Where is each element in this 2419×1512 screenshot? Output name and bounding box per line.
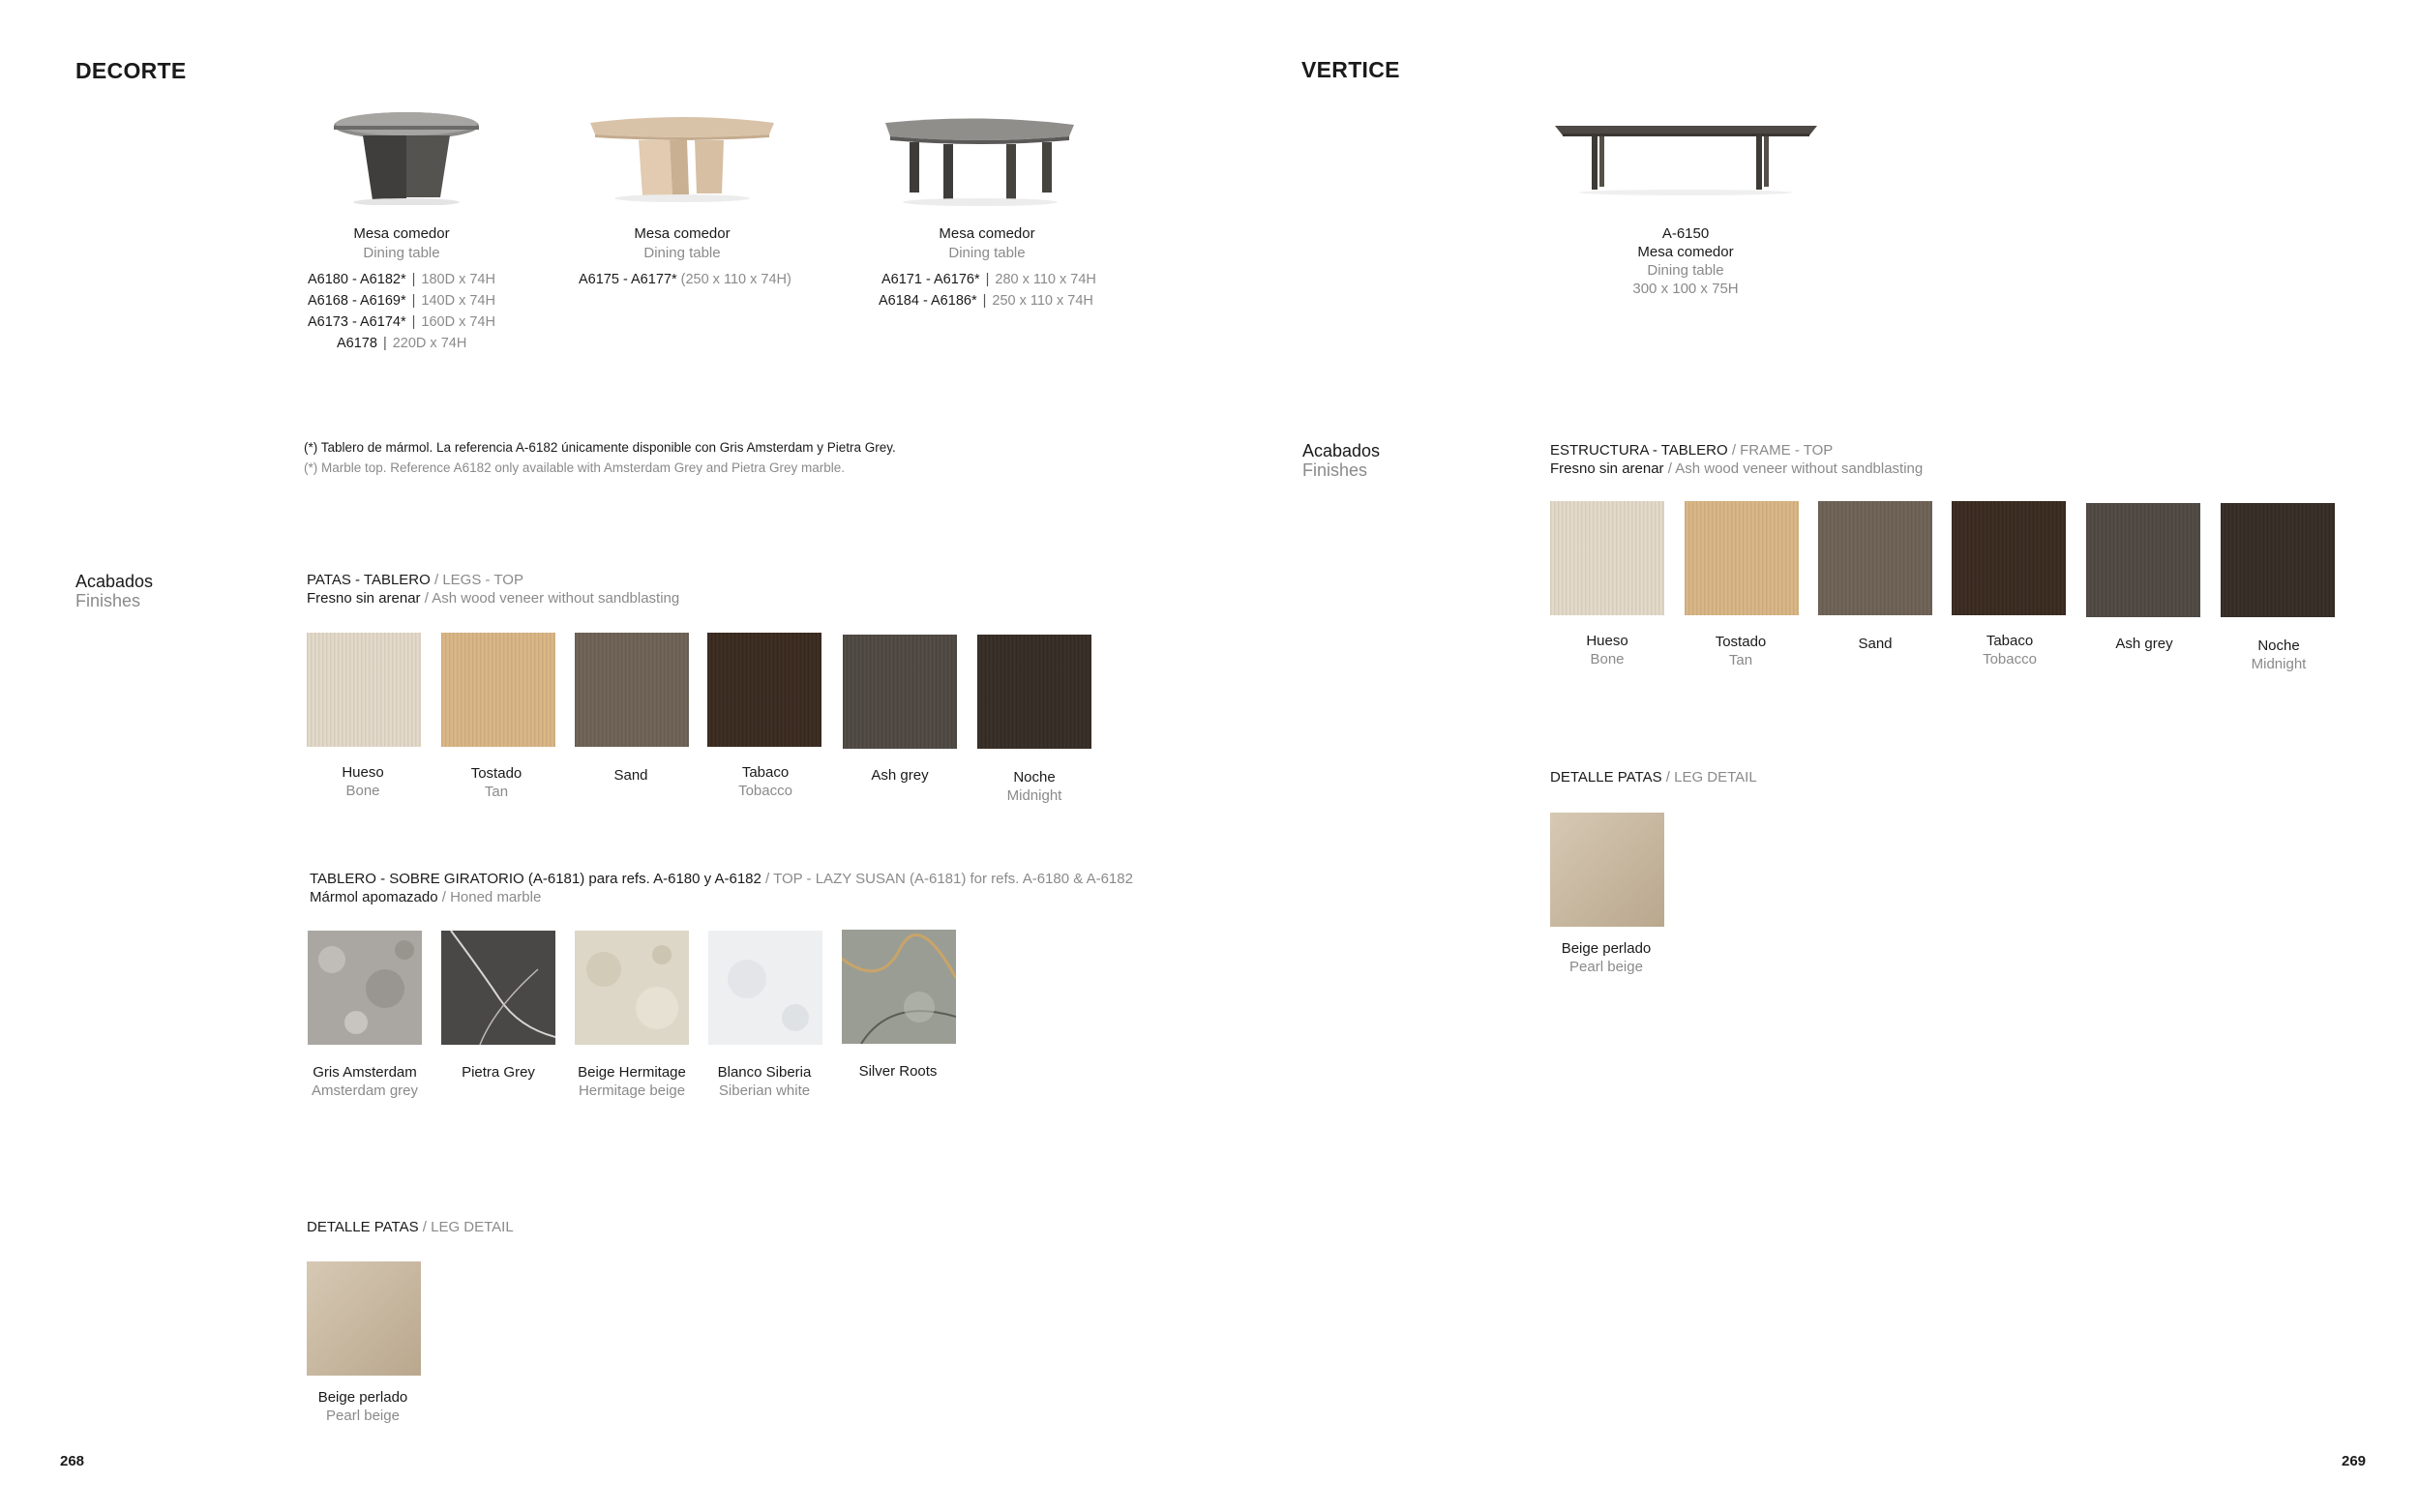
swatch-tabaco: [707, 633, 821, 747]
page-number-left: 268: [60, 1453, 85, 1469]
swatch-hueso: [307, 633, 421, 747]
swatch-sand: [575, 633, 689, 747]
marble-note-en: (*) Marble top. Reference A6182 only available with Amsterdam Grey and Pietra Grey marble.: [304, 460, 846, 475]
vertice-wood-section-subtitle: Fresno sin arenar / Ash wood veneer without sandblasting: [1550, 460, 1924, 477]
product-1-ref-row: A6180 - A6182* | 180D x 74H: [308, 272, 495, 287]
finishes-label-en: Finishes: [1302, 460, 1368, 480]
swatch-sand: [1818, 501, 1932, 615]
swatch-blanco-siberia: [708, 931, 822, 1045]
swatch-beige-hermitage: [575, 931, 689, 1045]
swatch-caption: Hueso Bone: [1586, 633, 1628, 667]
swatch-caption: Gris Amsterdam Amsterdam grey: [311, 1064, 419, 1099]
decorte-round-table-image: [324, 108, 489, 205]
finishes-label: Acabados: [1302, 441, 1381, 460]
finishes-label: Acabados: [75, 572, 154, 591]
swatch-pietra-grey: [441, 931, 555, 1045]
swatch-caption: Silver Roots: [858, 1063, 938, 1080]
wood-section-title: PATAS - TABLERO / LEGS - TOP: [307, 572, 523, 588]
vertice-title: VERTICE: [1301, 57, 1400, 82]
swatch-caption: Beige perlado Pearl beige: [1561, 940, 1652, 975]
swatch-hueso: [1550, 501, 1664, 615]
product-1-ref-row: A6173 - A6174* | 160D x 74H: [308, 314, 495, 330]
swatch-tostado: [1685, 501, 1799, 615]
vertice-product-ref: A-6150: [1661, 225, 1710, 242]
page-number-right: 269: [2342, 1453, 2367, 1469]
product-3-ref-row: A6171 - A6176* | 280 x 110 x 74H: [881, 272, 1096, 287]
swatch-noche: [977, 635, 1091, 749]
swatch-caption: Pietra Grey: [462, 1064, 535, 1081]
swatch-caption: Tostado Tan: [470, 765, 523, 800]
finishes-label-en: Finishes: [75, 591, 141, 610]
product-3-name-en: Dining table: [948, 245, 1026, 261]
marble-section-subtitle: Mármol apomazado / Honed marble: [310, 889, 542, 905]
marble-section-title: TABLERO - SOBRE GIRATORIO (A-6181) para refs. A-6180 y A-6182 / TOP - LAZY SUSAN (A-6181) for refs. A-6180 & A-6182: [310, 871, 1133, 887]
swatch-caption: Tabaco Tobacco: [1983, 633, 2037, 667]
swatch-caption: Sand: [1858, 636, 1893, 652]
product-1-name: Mesa comedor: [353, 225, 450, 242]
swatch-noche: [2221, 503, 2335, 617]
decorte-title: DECORTE: [75, 58, 187, 83]
swatch-caption: Tostado Tan: [1715, 634, 1767, 668]
swatch-beige-perlado: [1550, 813, 1664, 927]
swatch-caption: Noche Midnight: [2251, 637, 2307, 672]
swatch-ash-grey: [2086, 503, 2200, 617]
vertice-product-name: Mesa comedor: [1637, 244, 1734, 260]
decorte-oval-wood-table-image: [581, 111, 784, 203]
vertice-product-dims: 300 x 100 x 75H: [1632, 281, 1739, 297]
swatch-ash-grey: [843, 635, 957, 749]
decorte-rect-table-image: [876, 111, 1084, 208]
leg-section-title: DETALLE PATAS / LEG DETAIL: [307, 1219, 514, 1235]
marble-note-es: (*) Tablero de mármol. La referencia A-6182 únicamente disponible con Gris Amsterdam y Pietra Grey.: [304, 440, 896, 455]
swatch-caption: Tabaco Tobacco: [738, 764, 792, 799]
product-2-ref-row: A6175 - A6177* (250 x 110 x 74H): [579, 272, 791, 287]
swatch-silver-roots: [842, 930, 956, 1044]
swatch-caption: Noche Midnight: [1006, 769, 1062, 804]
product-2-name-en: Dining table: [643, 245, 721, 261]
vertice-wood-section-title: ESTRUCTURA - TABLERO / FRAME - TOP: [1550, 442, 1834, 459]
swatch-caption: Blanco Siberia Siberian white: [717, 1064, 812, 1099]
swatch-gris-amsterdam: [308, 931, 422, 1045]
swatch-caption: Sand: [613, 767, 648, 784]
swatch-tostado: [441, 633, 555, 747]
vertice-product-name-en: Dining table: [1647, 262, 1724, 279]
swatch-caption: Beige perlado Pearl beige: [317, 1389, 408, 1424]
swatch-caption: Ash grey: [2115, 636, 2173, 652]
swatch-caption: Beige Hermitage Hermitage beige: [578, 1064, 686, 1099]
swatch-caption: Hueso Bone: [342, 764, 384, 799]
swatch-tabaco: [1952, 501, 2066, 615]
vertice-leg-section-title: DETALLE PATAS / LEG DETAIL: [1550, 769, 1757, 786]
product-1-ref-row: A6178 | 220D x 74H: [337, 336, 467, 351]
vertice-table-image: [1553, 116, 1819, 198]
product-1-ref-row: A6168 - A6169* | 140D x 74H: [308, 293, 495, 309]
wood-section-subtitle: Fresno sin arenar / Ash wood veneer without sandblasting: [307, 590, 680, 607]
product-3-name: Mesa comedor: [939, 225, 1035, 242]
swatch-caption: Ash grey: [871, 767, 929, 784]
swatch-beige-perlado: [307, 1261, 421, 1376]
product-2-name: Mesa comedor: [634, 225, 731, 242]
product-1-name-en: Dining table: [363, 245, 440, 261]
product-3-ref-row: A6184 - A6186* | 250 x 110 x 74H: [879, 293, 1093, 309]
